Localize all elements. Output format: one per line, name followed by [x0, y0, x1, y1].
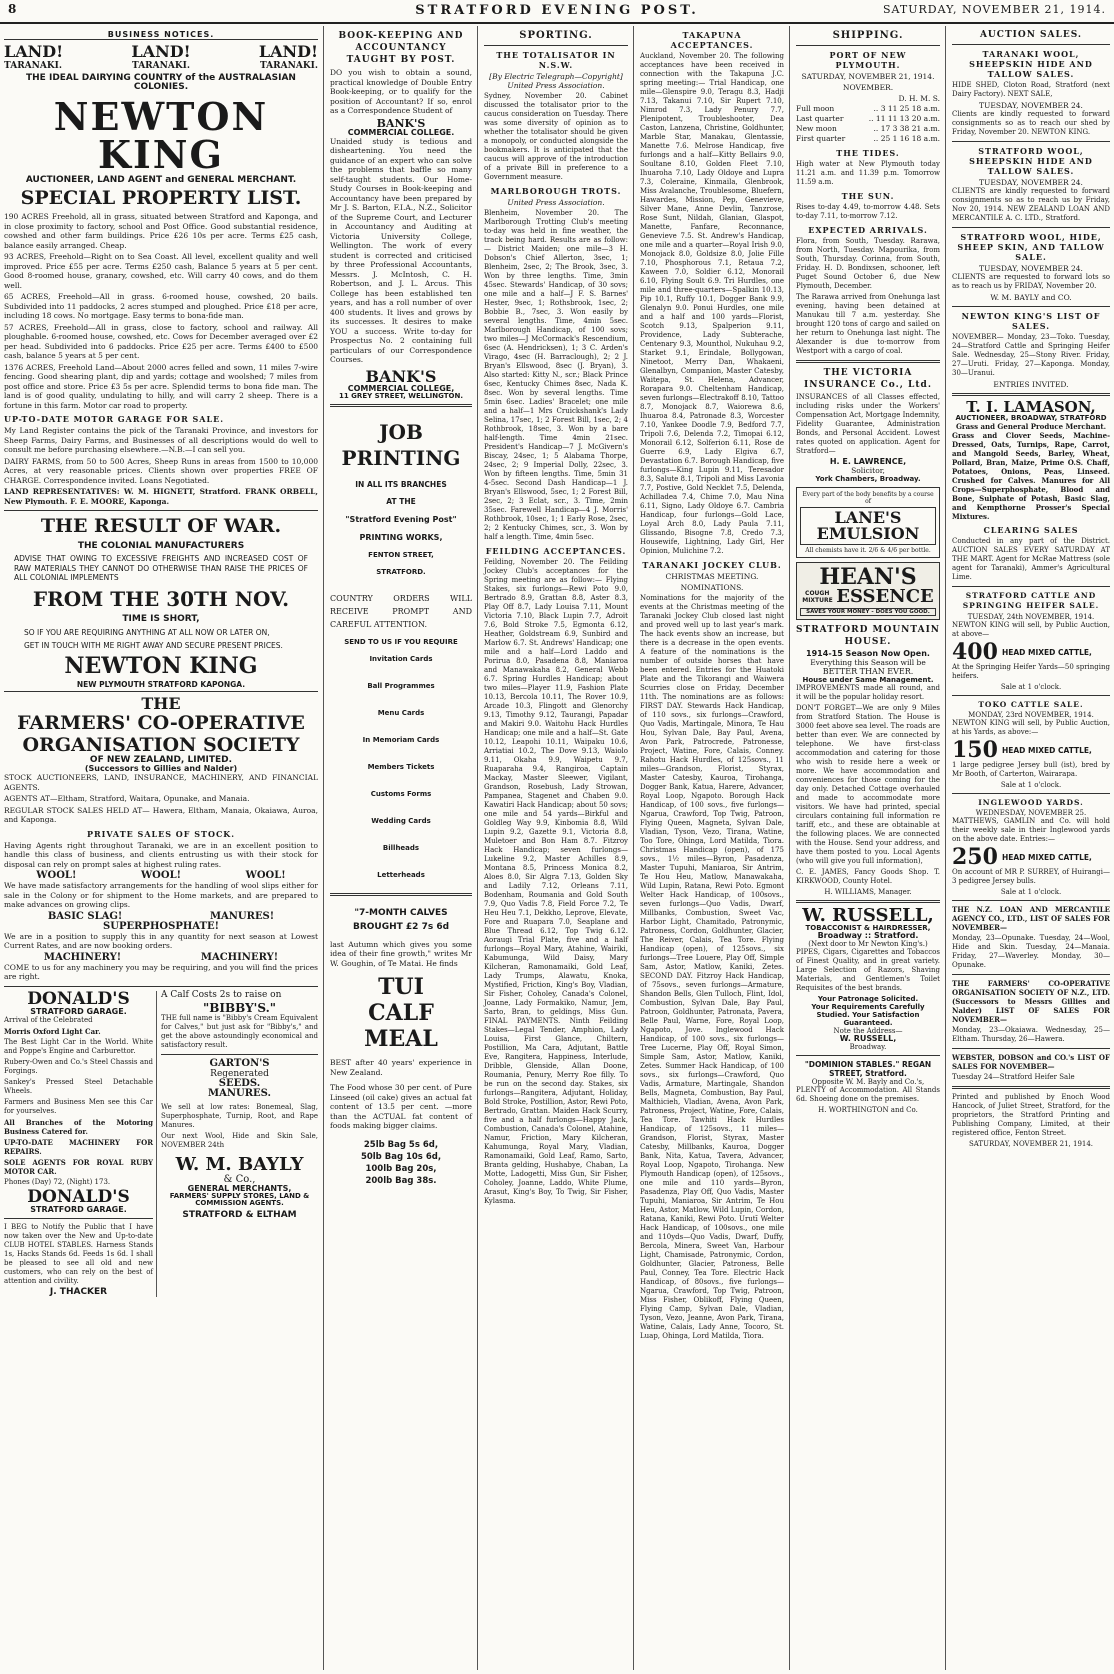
superphosphate-heading: SUPERPHOSPHATE!: [103, 920, 219, 932]
machinery-word: MACHINERY!: [43, 951, 122, 963]
divider: [330, 404, 472, 407]
branch-towns: NEW PLYMOUTH STRATFORD KAPONGA.: [4, 681, 318, 693]
saves-money: SAVES YOUR MONEY - DOES YOU GOOD.: [800, 608, 936, 616]
send-to-us: SEND TO US IF YOU REQUIRE: [344, 637, 458, 646]
wool-sales-heading: TARANAKI WOOL, SHEEPSKIN HIDE AND TALLOW SALES.: [969, 49, 1093, 79]
marlborough-heading: MARLBOROUGH TROTS.: [490, 186, 622, 196]
mixed-cattle: HEAD MIXED CATTLE,: [1001, 745, 1092, 755]
divider: [952, 900, 1110, 901]
at-the: AT THE: [386, 497, 416, 506]
christmas-meeting: CHRISTMAS MEETING.: [665, 572, 759, 581]
divider: [952, 44, 1110, 45]
arrival-text: Arrival of the Celebrated: [4, 1015, 93, 1024]
nz-loan-list: Monday, 23—Opunake. Tuesday, 24—Wool, Hide and Skin. Tuesday, 24—Manaia. Friday, 27—Waverley. Monday, 30—Opunake.: [952, 934, 1110, 969]
lane-top: Every part of the body benefits by a course of: [802, 491, 934, 505]
calf-costs: A Calf Costs 2s to raise on: [161, 989, 282, 1000]
banks-title: BANK'S: [376, 116, 426, 130]
post-name: "Stratford Evening Post": [345, 514, 457, 524]
supply-stores: FARMERS' SUPPLY STORES, LAND & COMMISSION AGENTS.: [169, 1191, 310, 1207]
property-listing: 57 ACRES, Freehold—All in grass, close to factory, school and railway. All ploughable. 6-roomed house, cowshed, etc. Cows for December averaged over £2 per head. Subdivided into 6 paddocks. Price £25 per acre. Terms £400 to £500 cash, balance 5 years at 5 per cent.: [4, 322, 318, 360]
takapuna-heading: TAKAPUNA ACCEPTANCES.: [670, 30, 754, 50]
dominion-stables: "DOMINION STABLES." REGAN STREET, Stratford.: [804, 1060, 932, 1078]
webster-heading: WEBSTER, DOBSON and CO.'s LIST OF SALES FOR NOVEMBER—: [952, 1053, 1110, 1071]
webster-list: Tuesday 24—Stratford Heifer Sale: [952, 1073, 1075, 1081]
column-rule: [323, 26, 324, 1670]
russell-address: Broadway :: Stratford.: [817, 931, 919, 940]
masthead: [0, 0, 1114, 24]
bayly-location: STRATFORD & ELTHAM: [182, 1209, 297, 1220]
divider: [952, 227, 1110, 228]
the-word: THE: [141, 694, 181, 713]
divider: [161, 1054, 318, 1055]
manures-word: MANURES!: [209, 910, 275, 922]
divider: [796, 1055, 940, 1056]
sporting-heading: SPORTING.: [519, 30, 593, 41]
mixed-cattle: HEAD MIXED CATTLE,: [1001, 852, 1092, 862]
column-shipping: [792, 26, 944, 1670]
auctioneer-line: AUCTIONEER, LAND AGENT and GENERAL MERCHANT.: [25, 175, 297, 185]
lamason-sub: AUCTIONEER, BROADWAY, STRATFORD: [955, 414, 1107, 422]
basic-slag-word: BASIC SLAG!: [47, 910, 123, 922]
next-sale-text: Our next Wool, Hide and Skin Sale, NOVEMBER 24th: [161, 1131, 318, 1149]
feilding-heading: FEILDING ACCEPTANCES.: [485, 546, 627, 556]
column-rule: [477, 26, 478, 1670]
column-bankss-college: [326, 26, 476, 1670]
job-printing-title: JOB PRINTING: [341, 419, 461, 470]
bayly-co: & Co.,: [223, 1173, 256, 1185]
printing-item: Ball Programmes: [367, 681, 435, 690]
wool-text: We have made satisfactory arrangements for the handling of wool slips either for sale in the Colony or for shipment to the Home markets, and are prepared to make advances on growing clips.: [4, 881, 318, 909]
springing-heifers: At the Springing Heifer Yards—50 springing heifers.: [952, 663, 1110, 680]
jersey-bull: 1 large pedigree Jersey bull (ist), bred by Mr Booth, of Carterton, Wairarapa.: [952, 761, 1110, 778]
land-word: LAND!: [258, 42, 318, 61]
shipping-date: SATURDAY, NOVEMBER 21, 1914.: [801, 72, 935, 81]
marlborough-results: Blenheim, November 20. The Marlborough Trotting Club's meeting to-day was held in fine weather, the track being hard. Results are as follow:— District Maiden; one mile—3 H. Dobson's Chief Allerton, 3sec, 1; Blenheim, 2sec, 2; The Brook, 3sec, 3. Won by three lengths. Time, 3min 45sec. Stewards' Handicap, of 30 sovs; one mile and a half—J F. S. Barnes' Hester, 9sec, 1; Rothsbrook, 1sec, 2; Bobbie B., 7sec, 3. Won easily by several lengths. Time, 4min 5sec. Marlborough Handicap, of 100 sovs; two miles—J McCormack's Rescendium, 6sec (A. Hendricksen), 1; 3 C. Arden's Virago, 4sec (H. Barraclough), 2; 2 J. Bryan's Ellswood, 8sec (J. Bryan), 3. Also started: Kitty N., scr.; Black Prince 6sec, Kentucky Chimes 8sec, Nada K. 8sec. Won by several lengths. Time 5min 6sec. Ladies' Bracelet; one mile and a half—1 Mrs Cruickshank's Lady Selina, 17sec, 1; 2 Forest Bill, 1sec, 2; 4 Rothbrook, 18sec, 3. Won by a bare half-length. Time 4min 21sec. President's Handicap—7 J. McGivern's Biscay, 24sec, 1; 5 Alabama Thorpe, 24sec, 2; 9 Imperial Dolly, 22sec, 3. Won by fifteen lengths. Time, 5min 31 4-5sec. Second Dash Handicap—1 J. Bryan's Ellswood, 5sec, 1; 2 Forest Bill, 2sec, 2; 3 Eclat, scr., 3. Time, 2min 35sec. Farewell Handicap—4 J. Morris' Rothbrook, 10sec, 1; 1 Early Rose, 2sec, 2; 2 Kentucky Chimes, scr., 3. Won by half a length. Time, 4min 5sec.: [484, 209, 628, 541]
column-newton-king: [0, 26, 322, 1670]
bayly-signature: W. M. BAYLY and CO.: [990, 293, 1072, 302]
issue-date: SATURDAY, NOVEMBER 21, 1914.: [883, 3, 1106, 16]
printing-item: Wedding Cards: [371, 816, 431, 825]
garage-title: STRATFORD GARAGE.: [30, 1006, 127, 1016]
lawrence-name: H. E. LAWRENCE,: [829, 457, 907, 466]
wool-heading: [4, 871, 318, 881]
sole-agents: SOLE AGENTS FOR ROYAL RUBY MOTOR CAR.: [4, 1157, 154, 1176]
moon-row: [796, 134, 940, 144]
victoria-insurance-heading: THE VICTORIA INSURANCE Co., Ltd.: [804, 368, 932, 390]
phones: Phones (Day) 72, (Night) 173.: [4, 1177, 111, 1186]
farmers-society-title: FARMERS' CO-OPERATIVE ORGANISATION SOCIETY: [17, 712, 305, 756]
bibbys-title: "BIBBY'S.": [203, 1000, 277, 1015]
manures-word: MANURES.: [208, 1087, 271, 1099]
clients-note: Clients are kindly requested to forward consignments so as to reach our shed by Friday, November 20. NEWTON KING.: [952, 110, 1110, 136]
improvements-text: IMPROVEMENTS made all round, and it will be the popular holiday resort.: [796, 684, 940, 701]
taranaki-jockey-heading: TARANAKI JOCKEY CLUB.: [642, 560, 782, 570]
moon-row: [796, 104, 940, 114]
colonial-manufacturers: THE COLONIAL MANUFACTURERS: [77, 541, 245, 551]
property-listing: 65 ACRES, Freehold—All in grass. 6-roomed house, cowshed, 20 bails. Subdivided into 11 paddocks, 2 acres stumped and ploughed. Price £18 per acre, including 18 cows. No mortgage. Easy terms to bona-fide man.: [4, 292, 318, 320]
sale-date: TUESDAY, NOVEMBER 24.: [979, 264, 1083, 273]
russell-signature: W. RUSSELL,: [839, 1034, 897, 1043]
dairy-farms-note: DAIRY FARMS, from 50 to 500 Acres, Sheep Runs in areas from 1500 to 10,000 Acres, at very reasonable prices. Clients shown over properties FREE OF CHARGE. Correspondence invited. Loans Negotiated.: [4, 456, 318, 485]
cough-mixture: COUGH MIXTURE: [802, 590, 833, 604]
season-open: 1914-15 Season Now Open.: [806, 649, 930, 658]
newspaper-title: STRATFORD EVENING POST.: [415, 3, 699, 18]
head-count-row: [952, 641, 1110, 663]
column-rule: [633, 26, 634, 1670]
hide-sheepskin-heading: STRATFORD WOOL, HIDE, SHEEP SKIN, AND TALLOW SALE.: [957, 232, 1105, 262]
machinery-text: COME to us for any machinery you may be requiring, and you will find the prices are right.: [4, 962, 318, 981]
country-orders: COUNTRY ORDERS WILL RECEIVE PROMPT AND CAREFUL ATTENTION.: [330, 593, 472, 629]
tui-food-text: The Food whose 30 per cent. of Pure Linseed (oil cake) gives an actual fat content of 13.5 per cent. —more than the ACTUAL fat content of foods making bigger claims.: [330, 1083, 472, 1130]
banks-title: BANK'S: [365, 366, 437, 386]
calves-text: last Autumn which gives you some idea of their fine growth," writes Mr W. Goughin, of Te Matai. He finds: [330, 939, 472, 968]
byline: [By Electric Telegraph—Copyright] United Press Association.: [489, 72, 623, 90]
divider: [952, 793, 1110, 794]
russell-title: W. RUSSELL,: [802, 905, 934, 926]
heans-essence-ad: [796, 562, 940, 620]
newton-king-title: NEWTON KING: [53, 94, 269, 177]
arrivals-text: Flora, from South, Tuesday. Rarawa, from North, Tuesday. Mapourika, from South, Thursday. Corinna, from South, Friday. H. D. Bondixsen, schooner, left Puget Sound October 6, due New Plymouth, December.: [796, 237, 940, 290]
moon-row: [796, 114, 940, 124]
best-car-text: The Best Light Car in the World. White and Poppe's Engine and Carburettor.: [4, 1037, 154, 1055]
lower-ads-row: [4, 988, 318, 1297]
imprint-date: SATURDAY, NOVEMBER 21, 1914.: [968, 1140, 1094, 1148]
college-title: COMMERCIAL COLLEGE,: [347, 383, 455, 393]
printing-item: Invitation Cards: [369, 654, 433, 663]
moon-phase: First quarter: [796, 134, 846, 143]
newton-king-signature: NEWTON KING: [64, 652, 258, 679]
sale-time: Sale at 1 o'clock.: [1000, 781, 1062, 789]
taranaki-word: TARANAKI.: [4, 61, 63, 71]
everything-text: Everything this Season will be: [810, 658, 926, 667]
thacker-signature: J. THACKER: [49, 1286, 108, 1297]
month-heading: NOVEMBER.: [842, 83, 894, 92]
clearing-sales-heading: CLEARING SALES: [983, 525, 1079, 535]
moon-phase: Last quarter: [796, 114, 844, 123]
sale-time: Sale at 1 o'clock.: [1000, 683, 1062, 691]
taranaki-word: TARANAKI.: [131, 61, 191, 71]
patronage-text: Your Patronage Solicited.: [817, 995, 919, 1003]
column-sporting: [480, 26, 632, 1670]
lamason-title: T. I. LAMASON,: [966, 398, 1096, 416]
printing-item: Menu Cards: [377, 708, 425, 717]
moon-time: .. 17 3 38 21 a.m.: [873, 124, 940, 133]
tobacconist-line: TOBACCONIST & HAIRDRESSER,: [805, 924, 931, 932]
all-branches: IN ALL ITS BRANCHES: [355, 479, 447, 489]
divider: [330, 893, 472, 896]
donalds-title: DONALD'S: [27, 988, 130, 1009]
divider: [952, 393, 1110, 396]
head-count: 400: [952, 639, 998, 665]
section-heading: BUSINESS NOTICES.: [4, 30, 318, 40]
tides-text: High water at New Plymouth today 11.21 a.m. and 11.39 p.m. Tomorrow 11.59 a.m.: [796, 160, 940, 186]
printing-item: Members Tickets: [367, 762, 435, 771]
heans-title: HEAN'S: [819, 564, 917, 590]
college-title: COMMERCIAL COLLEGE.: [347, 127, 455, 137]
divider: [952, 306, 1110, 307]
requiring-text: SO IF YOU ARE REQUIRING ANYTHING AT ALL NOW OR LATER ON,: [24, 627, 270, 637]
column-auction-sales: [948, 26, 1114, 1670]
moon-phase: New moon: [796, 124, 837, 133]
seeds-word: SEEDS.: [218, 1077, 261, 1089]
moon-time: .. 25 1 16 18 a.m.: [873, 134, 940, 143]
moon-time: .. 3 11 25 18 a.m.: [873, 104, 940, 113]
land-word: LAND!: [4, 42, 64, 61]
wool-word: WOOL!: [140, 870, 182, 881]
private-sales-heading: PRIVATE SALES OF STOCK.: [86, 828, 236, 839]
local-agents: C. E. JAMES, Fancy Goods Shop. T. KIRKWOOD, County Hotel.: [796, 868, 940, 885]
clients-note: CLIENTS are kindly requested to forward consignments so as to reach us by Friday, Nov 20, 1914. NEW ZEALAND LOAN AND MERCANTILE A. C. LTD., Stratford.: [952, 187, 1110, 222]
column-rule: [789, 26, 790, 1670]
divider: [952, 974, 1110, 975]
stables-notice: I BEG to Notify the Public that I have now taken over the New and Up-to-date CLUB HOTEL STABLES. Harness Stands 1s, Hacks Stands 6d. Feeds 1s 6d. I shall be pleased to see all old and new customers, who can rely on the best of attention and civility.: [4, 1222, 154, 1285]
taranaki-banner: [4, 61, 318, 71]
gartons-title: GARTON'S: [209, 1057, 270, 1069]
price-line: 200lb Bag 38s.: [365, 1175, 437, 1186]
toko-sale-heading: TOKO CATTLE SALE.: [978, 700, 1084, 709]
cattle-sale-text: NEWTON KING will sell, by Public Auction, at above—: [952, 621, 1110, 638]
totalisator-heading: THE TOTALISATOR IN N.S.W.: [496, 50, 616, 70]
price-line: 25lb Bag 5s 6d,: [363, 1139, 439, 1150]
sale-date: TUESDAY, NOVEMBER 24.: [979, 101, 1083, 110]
better-than-ever: BETTER THAN EVER.: [822, 667, 914, 676]
york-chambers: York Chambers, Broadway.: [815, 475, 921, 483]
donalds-title: DONALD'S: [27, 1186, 130, 1207]
toko-sale-text: NEWTON KING will sell, by Public Auction, at his Yards, as above:—: [952, 719, 1110, 736]
column-takapuna: [636, 26, 788, 1670]
plenty-text: PLENTY of Accommodation. All Stands 6d. Shoeing done on the premises.: [796, 1086, 940, 1103]
opposite-text: Opposite W. M. Bayly and Co.'s,: [811, 1078, 925, 1086]
port-heading: PORT OF NEW PLYMOUTH.: [829, 50, 907, 70]
land-banner: [4, 42, 318, 61]
divider: [4, 1218, 153, 1219]
inglewood-heading: INGLEWOOD YARDS.: [978, 798, 1084, 807]
machinery-word: MACHINERY!: [200, 951, 279, 963]
fenton-street: FENTON STREET,: [368, 550, 434, 559]
donalds-ad: [4, 988, 157, 1297]
result-of-war-heading: THE RESULT OF WAR.: [40, 515, 282, 537]
divider: [952, 586, 1110, 587]
moon-row: [796, 124, 940, 134]
sale-date: TUESDAY, NOVEMBER 24.: [979, 178, 1083, 187]
garage-title: STRATFORD GARAGE.: [30, 1204, 127, 1214]
moon-table-head: D. H. M. S.: [898, 94, 940, 103]
page-number: 8: [8, 2, 17, 16]
lanes-emulsion-ad: [796, 487, 940, 558]
stratford-wool-heading: STRATFORD WOOL, SHEEPSKIN HIDE AND TALLOW SALES.: [969, 146, 1093, 176]
sale-date: TUESDAY, 24th NOVEMBER, 1914.: [967, 613, 1095, 621]
bookkeeping-heading: BOOK-KEEPING AND ACCOUNTANCY TAUGHT BY POST.: [338, 31, 464, 65]
divider: [952, 695, 1110, 696]
divider: [952, 141, 1110, 142]
moon-phase: Full moon: [796, 104, 835, 113]
branches-text: All Branches of the Motoring Business Catered for.: [4, 1117, 154, 1136]
newton-king-sales-heading: NEWTON KING'S LIST OF SALES.: [961, 311, 1101, 331]
heans-row: [800, 588, 936, 606]
divider: [796, 45, 940, 46]
sankey-text: Sankey's Pressed Steel Detachable Wheels.: [4, 1077, 154, 1095]
machinery-heading: [4, 953, 318, 963]
special-property-heading: SPECIAL PROPERTY LIST.: [20, 187, 302, 209]
successors-note: (Successors to Gillies and Nalder): [84, 764, 238, 773]
pipes-text: PIPES, Cigars, Cigarettes and Tobaccos of Finest Quality, and in great variety. Large Selection of Razors, Shaving Materials, and Gentlemen's Toilet Requisites of the best brands.: [796, 948, 940, 992]
private-sales-text: Having Agents right throughout Taranaki, we are in an excellent position to handle this class of business, and clients entrusting us with their stock for disposal can rely on prompt sales at highest ruling rates.: [4, 840, 318, 869]
arrivals-heading: EXPECTED ARRIVALS.: [808, 225, 928, 235]
bibbys-ad: [161, 991, 318, 1297]
agents-at: AGENTS AT—Eltham, Stratford, Waitara, Opunake, and Manaia.: [4, 794, 250, 803]
note-address: Note the Address—: [833, 1027, 903, 1035]
auction-sales-heading: AUCTION SALES.: [979, 30, 1083, 40]
farmers-coop-list: Monday, 23—Okaiawa. Wednesday, 25—Eltham. Thursday, 26—Hawera.: [952, 1026, 1110, 1043]
printing-items: [330, 646, 472, 889]
price-line: 50lb Bag 10s 6d,: [360, 1151, 442, 1162]
requirements-text: Your Requirements Carefully Studied. Your Satisfaction Guaranteed.: [811, 1003, 925, 1027]
arrivals-note: The Rarawa arrived from Onehunga last evening, having been detained at Manukau till 7 a.m. yesterday. She brought 120 tons of cargo and sailed on her return to Onehunga last night. The Alexander is due to-morrow from Westport with a cargo of coal.: [796, 293, 940, 355]
seeds-list: Grass and Clover Seeds, Machine-Dressed, Oats, Turnips, Rape, Carrot, and Mangold Seeds, Barley, Wheat, Pollard, Bran, Maize, Prime O.S. Chaff, Potatoes, Onions, Peas, Linseed. Crushed for Calves. Manures for All Crops—Superphosphate, Blood and Bone, Sulphate of Potash, Basic Slag, and Kempthorne Prosser's Special Mixtures.: [952, 431, 1110, 521]
advise-text: ADVISE THAT OWING TO EXCESSIVE FREIGHTS AND INCREASED COST OF RAW MATERIALS THEY CANNOT DO OTHERWISE THAN RAISE THE PRICES OF ALL COLONIAL IMPLEMENTS: [14, 554, 308, 582]
farmers-see-text: Farmers and Business Men see this Car for yourselves.: [4, 1097, 154, 1115]
solicitor-word: Solicitor,: [851, 466, 885, 475]
column-rule: [945, 26, 946, 1670]
garage-sale: UP-TO-DATE MOTOR GARAGE FOR SALE.: [4, 414, 224, 424]
head-count: 250: [952, 844, 998, 870]
shipping-heading: SHIPPING.: [832, 30, 904, 41]
regenerated-word: Regenerated: [210, 1068, 269, 1079]
worthington-signature: H. WORTHINGTON and Co.: [818, 1106, 918, 1114]
sun-text: Rises to-day 4.49, to-morrow 4.48. Sets to-day 7.11, to-morrow 7.12.: [796, 203, 940, 220]
byline: United Press Association.: [507, 198, 605, 207]
property-listing: 93 ACRES, Freehold—Right on to Sea Coast. All level, excellent quality and well improved. Price £55 per acre. Terms £250 cash, Balance 5 years at 5 per cent. Good 8-roomed house, granary, cowshed, etc. Will carry 40 cows, and do them well.: [4, 252, 318, 290]
rubery-text: Rubery-Owen and Co.'s Steel Chassis and Forgings.: [4, 1057, 154, 1075]
tides-heading: THE TIDES.: [836, 148, 900, 158]
feilding-acceptances: Feilding, November 20. The Feilding Jockey Club's acceptances for the Spring meeting are as follow:— Flying Stakes, six furlongs—Rewi Poto 9.0, Bertrado 8.9, Grattan 8.8, Aster 8.3, Play Off 8.7, Lady Louisa 7.11, Mount Victoria 7.10, Black Lupin 7.7, Adroit 7.6, Bold Stroke 7.5, Egmonta 6.12, Heather, Goldstream 6.9, Sunbird and Marlow 6.7. St. Andrews' Handicap; one mile and a half—Lord Laddo and Porirua 8.0, Pasadena 8.8, Maniaroa and Manawakaha 8.2, General Webb 6.7. Spring Hurdles Handicap; about two miles—Player 11.9, Fashion Plate 10.13, Bercola 10.11, The Rover 10.9, Arcade 10.3, Flingott and Glenorchy 9.13, Timothy 9.12, Taurangi, Papadar and Makiri 9.0. Waitohu Hack Hurdles Handicap; one mile and a half—St. Gate 10.12, Leapohi 10.11, Waipaku 10.6, Arriatiai 10.2, The Dove 9.13, Waiolo 9.11, Okaha 9.9, Waipetu 9.7, Ruaparaha 9.4, Rangiroa, Captain Mackay, Master Sleewer, Vigilant, Grandson, Rosebush, Lady Strowan, Pampanea, Stagenet and Chaben 9.0. Kawatiri Hack Handicap; about 50 sovs; one mile and 54 yards—Birkful and Goldleg Way 9.9, Kinbomia 8.8, Wild Lupin 9.2, Gazette 9.1, Victoria 8.8, Muletoer and Bon Ham 8.7. Fitzroy Hack Handicap; seven furlongs—Lukeline 9.2, Master Achilles 8.9, Montana 8.5, Princess Monica 8.2, Aloes 8.0, Sir Algra 7.13, Golden Sky and Ladily 7.12, Orleans 7.11, Bodenham, Roumania and Gold South 7.9, Quo Vadis 7.8, Field Force 7.2, Te Heu Heu 7.1, Dekkho, Leprove, Elevate, Fore and Ruapara 7.0, Seaplane and Blue Thread 6.12, Top Twig 6.12. Aoraugi Trial Plate, five and a half furlongs—Royal Mary, Atahine, Wairiki, Kabumunga, Wild Daisy, Mary Kilcheran, Ramonamaiki, Gold Leaf, Lady Trumps, Alawatu, Knoka, Mystified, Friction, King's Boy, Vladian, Sir Fisher, Coholey, Canada's Colonel, Joanne, Lady Formakiko, Namur, Jem, Sarto, Bran, to geldings, Miss Gun. FINAL PAYMENTS. Ninth Feilding Stakes—Legal Tender, Amphion, Lady Louisa, First Glance, Chiltern, Postillion, Ma Cara, Adjutant, Battle Eve, Rangitera, Happiness, Interlude, Dribble, Glenside, Allan Doone, Roumania, Penury, Merry Roe filly. To be run on the second day. Stakes, six furlongs—Rangitera, Adjutant, Holiday, Bold Stroke, Postillion, Astor, Rewi Poto, Bertrado, Grattan. Maiden Hack Scurry, five and a half furlongs—Happy Jack, Combustion, Canada's Colonel, Atahine, Namur, Friction, Mary Kilcheran, Kahumunga, Royal Mary, Vladian, Ramonamaiki, Gold Leaf, Ramo, Sarto, Branta gelding, Hushabye, Chaban, La Motte, Ladogetti, Miss Gun, Sir Fisher, Coholey, Joanne, Laddo, White Plume, Arasut, King's Boy, To Twig, Sir Fisher, Kylasma.: [484, 558, 628, 1205]
touch-text: GET IN TOUCH WITH ME RIGHT AWAY AND SECURE PRESENT PRICES.: [24, 641, 283, 650]
next-door: (Next door to Mr Newton King's.): [808, 940, 928, 948]
divider: [4, 986, 318, 987]
sun-heading: THE SUN.: [841, 191, 895, 201]
same-management: House under Same Management.: [802, 676, 934, 684]
clearing-sales-text: Conducted in any part of the District. AUCTION SALES EVERY SATURDAY AT THE MART. Agent for McRae Mattress (sole agent for Taranaki), Ammer's Agricultural Lime.: [952, 537, 1110, 581]
newton-king-sales-list: NOVEMBER— Monday, 23—Toko. Tuesday, 24—Stratford Cattle and Springing Heifer Sale. Wednesday, 25—Stony River. Friday, 27—Uruti. Friday, 27—Kaponga. Monday, 30—Uranui.: [952, 333, 1110, 377]
head-count-row: [952, 846, 1110, 868]
property-listing: 1376 ACRES, Freehold Land—About 2000 acres felled and sown, 11 miles 7-wire fencing. Good shearing plant, dip and yards; cottage and woolshed; 7 miles from post office and store. Price £3 5s per acre. Splendid terms to bona fide man. The land is of good quality, undulating to hilly, and will carry 2 sheep. There is a fortune in this farm. Motor car road to property.: [4, 362, 318, 410]
wool-word: WOOL!: [36, 870, 77, 881]
college-text: Unaided study is tedious and disheartening. You need the guidance of an expert who can solve the problems that baffle so many self-taught students. Our Home-Study Courses in Book-keeping and Accountancy have been prepared by Mr J. S. Barton, F.I.A., N.Z., Solicitor of the Supreme Court, and Lecturer in Accountancy and Auditing at Victoria University College, Wellington. The work of every student is corrected and criticised by three Professional Accountants, Messrs. J. McIntosh, C. H. Robertson, and J. L. Arcus. This College has been established ten years, and has a roll number of over 400 students. It lives and grows by its successes. It desires to make YOU a success. Write to-day for Prospectus No. 2 containing full particulars of our Correspondence Courses.: [330, 136, 472, 364]
land-representatives: LAND REPRESENTATIVES: W. M. HIGNETT, Stratford. FRANK ORBELL, New Plymouth. F. E. MOORE, Kaponga.: [4, 487, 318, 506]
morris-car: Morris Oxford Light Car.: [4, 1026, 101, 1036]
head-count: 150: [952, 737, 998, 763]
produce-merchant: Grass and General Produce Merchant.: [955, 422, 1107, 431]
regular-sales: REGULAR STOCK SALES HELD AT— Hawera, Eltham, Manaia, Okaiawa, Auroa, and Kaponga.: [4, 805, 318, 824]
superphosphate-text: We are in a position to supply this in any quantity for next season at Lowest Current Rates, and are now booking orders.: [4, 931, 318, 950]
wool-word: WOOL!: [245, 870, 286, 881]
tui-word: TUI: [378, 974, 424, 1000]
cattle-sale-heading: STRATFORD CATTLE AND SPRINGING HEIFER SALE.: [962, 591, 1100, 610]
from-date-heading: FROM THE 30TH NOV.: [32, 586, 290, 611]
printing-item: In Memoriam Cards: [362, 735, 440, 744]
nominations-heading: NOMINATIONS.: [680, 583, 744, 592]
stock-agents: STOCK AUCTIONEERS, LAND, INSURANCE, MACHINERY, AND FINANCIAL AGENTS.: [4, 773, 318, 792]
divider: [952, 1086, 1110, 1089]
meal-word: MEAL: [364, 1026, 438, 1052]
divider: [796, 360, 940, 363]
sale-time: Sale at 1 o'clock.: [1000, 888, 1062, 896]
dont-forget-text: DON'T FORGET—We are only 9 Miles from Stratford Station. The House is 3000 feet above sea level. The roads are better than ever. We are connected by telephone. We have first-class accommodation and catering for those who wish to reside here a week or more. We have accommodation and conveniences for those coming for the day only. Detached Cottage overhauled and made to accommodate more visitors. We have had printed, special circulars containing full information re tariff, etc., and these are obtainable at the following places. We are connected with the House. Send your address, and have them posted to you. Local Agents (who will give you full information),: [796, 704, 940, 865]
printing-item: Letterheads: [377, 870, 425, 879]
sale-date: MONDAY, 23rd NOVEMBER, 1914.: [968, 711, 1094, 719]
college-address: 11 GREY STREET, WELLINGTON.: [339, 391, 463, 400]
lane-bottom: All chemists have it. 2/6 & 4/6 per bottle.: [805, 547, 931, 554]
tui-prices: [330, 1139, 472, 1187]
land-word: LAND!: [131, 42, 191, 61]
essence-word: ESSENCE: [836, 586, 934, 607]
surrey-note: On account of MR P. SURREY, of Huirangi— 3 pedigree Jersey bulls.: [952, 868, 1110, 885]
bibbys-text: THE full name is "Bibby's Cream Equivalent for Calves," but just ask for "Bibby's," and get the above astoundingly economical and satisfactory result.: [161, 1013, 318, 1049]
printing-item: Billheads: [382, 843, 420, 852]
farmers-coop-heading: THE FARMERS' CO-OPERATIVE ORGANISATION SOCIETY OF N.Z., LTD. (Successors to Messrs Gillies and Nalder) LIST OF SALES FOR NOVEMBER—: [952, 979, 1110, 1024]
divider: [484, 45, 628, 46]
nz-loan-heading: THE N.Z. LOAN AND MERCANTILE AGENCY CO., LTD., LIST OF SALES FOR NOVEMBER—: [952, 905, 1110, 932]
divider: [4, 510, 318, 511]
basic-slag-heading: [4, 912, 318, 922]
nz-limited: OF NEW ZEALAND, LIMITED.: [89, 755, 233, 765]
totalisator-text: Sydney, November 20. Cabinet discussed the totalisator prior to the caucus consideration on Tuesday. There was some diversity of opinion as to whether the totalisator should be given a monopoly, or conducted alongside the bookmakers. It is anticipated that the caucus will approve of the introduction of a private Bill in preference to a Government measure.: [484, 92, 628, 181]
sale-date: WEDNESDAY, NOVEMBER 25.: [975, 809, 1087, 817]
williams-manager: H. WILLIAMS, Manager.: [824, 888, 912, 896]
moon-table: [796, 94, 940, 144]
imprint: Printed and published by Enoch Wood Hancock, of Juliet Street, Stratford, for the proprietors, the Stratford Printing and Publishing Company, Limited, at their registered office, Fenton Street.: [952, 1093, 1110, 1137]
general-merchants: GENERAL MERCHANTS,: [187, 1183, 292, 1193]
printing-works: PRINTING WORKS,: [359, 532, 443, 542]
property-listing: 190 ACRES Freehold, all in grass, situated between Stratford and Kaponga, and in close proximity to factory, school and Post Office. Good substantial residence, cowshed and other farm buildings. Price £26 10s per acre. Terms £25 cash, balance easily arranged. Cheap.: [4, 212, 318, 250]
register-note: My Land Register contains the pick of the Taranaki Province, and investors for Sheep Farms, Dairy Farms, and Businesses of all descriptions would do well to consult me before purchasing elsewhere.—N.B.—I can sell you.: [4, 426, 318, 454]
calves-heading: "7-MONTH CALVES BROUGHT £2 7s 6d: [352, 907, 450, 932]
tui-best: BEST after 40 years' experience in New Zealand.: [330, 1058, 472, 1077]
russell-broadway: Broadway.: [849, 1043, 887, 1051]
calf-word: CALF: [368, 1000, 434, 1026]
bayly-title: W. M. BAYLY: [175, 1153, 304, 1175]
divider: [796, 900, 940, 903]
price-line: 100lb Bag 20s,: [365, 1163, 437, 1174]
entries-invited: ENTRIES INVITED.: [993, 380, 1069, 389]
lanes-emulsion-title: LANE'S EMULSION: [800, 507, 936, 545]
stratford-town: STRATFORD.: [376, 567, 426, 576]
machinery-repairs: UP-TO-DATE MACHINERY FOR REPAIRS.: [4, 1137, 154, 1156]
time-short: TIME IS SHORT,: [122, 613, 200, 624]
printing-item: Customs Forms: [370, 789, 432, 798]
moon-time: .. 11 11 13 20 a.m.: [868, 114, 940, 123]
mountain-house-heading: STRATFORD MOUNTAIN HOUSE.: [796, 625, 941, 647]
takapuna-acceptances: Auckland, November 20. The following acceptances have been received in connection with the Takapuna J.C. spring meeting:— Trial Handicap, one mile—Glenspire 9.0, Teragu 8.3, Hadji 7.13, Takanui 7.10, Sir Rupert 7.10, Nimrod 7.3, Lady Penury 7.7, Plenipotent, Troubleshooter, Dea Caston, Lanzena, Christine, Goldhunter, Marble Star, Manakau, Glentassie, Manette 7.6. Melrose Handicap, five furlongs and a half—Kitty Bellairs 9.0, Soultane 8.10, Golden Fleet 7.10, Ihuaroha 7.10, Lady Oldoye and Lupra 7.3, Coleraine, Kinmaila, Glenbrook, Miss Avalanche, Troublesome, Bluefern, Hawardes, Mission, Pep, Genevieve, Silver Mane, Anne Devlin, Tanzrose, Rose Sunt, Nildah, Glanian, Glaspot, Manette, Fanfare, Reconnance, Genevieve 7.5. St. Andrew's Handicap, one mile and a quarter—Royal Irish 9.0, Monojack 8.0, Goldsize 8.0, Jolie Fille 7.10, Phosphorous 7.1, Retaua 7.2, Kaween 7.0, Soldier 6.12, Monorail 6.10, Flying Soult 6.9. Tri Hurdles, one mile and three-quarters—Spalkin 10.13, Pip 10.1, Ruffy 10.1, Dogger Bank 9.9, Glenalyn 9.0. Ponui Hurdles, one mile and a half and 100 yards—Florist, Scotch 9.13, Spalperion 9.11, Providence, Lady Subterache, Centenary 9.3, Mounthol, Nukuhau 9.2, Starket 9.1, Erindale, Bollygowan, Ninetoot, Merry Dan, Whakaeni, Glenalbyn, Companion, Master Catesby, Waitepa, St. Helena, Advancer, Rorapara 9.0. Cheltenham Handicap, seven furlongs—Electrakoff 8.10, Tattoo 8.7, Monojack 8.7, Waiorewa 8.6, Ihuaroa 8.4, Patronade 8.3, Worcester 7.10, Yankee Doodle 7.9, Bedford 7.7, Tripoli 7.6, Delenda 7.2, Timopai 6.12, Monorail 6.12, Solferion 6.11, Rose de Guerre 6.9, Lady Elgiva 6.7, Devastation 6.7. Borough Handicap, five furlongs—King Lupin 9.11, Teresador 8.3, Salute 8.1, Tripoli and Miss Lavonia 7.7, Postive, Gold Necklet 7.5, Delenda, Achilladea 7.4, Chime 7.0, Mau Nina 6.11, Signo, Lady Oldoye 6.7. Cambria Handicap, four furlongs—Gold Lace, Loyal Arch 8.0, Lady Paula 7.11, Glissando, Bisogne 7.8, Credo 7.3, Housewife, Lightning, Lady Girl, Her Opinion, Mulichine 7.2.: [640, 52, 784, 555]
inglewood-text: MATTHEWS, GAMLIN and Co. will hold their weekly sale in their Inglewood yards on the above date. Entries:—: [952, 817, 1110, 843]
clients-note: CLIENTS are requested to forward lots so as to reach us by FRIDAY, November 20.: [952, 273, 1110, 290]
divider: [952, 1048, 1110, 1049]
bookkeeping-intro: DO you wish to obtain a sound, practical knowledge of Double Entry Book-keeping, or to qualify for the position of Accountant? If so, enrol as a Correspondence Student of: [330, 68, 472, 115]
head-count-row: [952, 739, 1110, 761]
hide-shed: HIDE SHED, Cloton Road, Stratford (next Dairy Factory). NEXT SALE,: [952, 81, 1110, 98]
ideal-heading: THE IDEAL DAIRYING COUNTRY of the AUSTRALASIAN COLONIES.: [26, 73, 296, 92]
nominations-text: Nominations for the majority of the events at the Christmas meeting of the Taranaki Jockey Club closed last night and proved well up to last year's mark. The hack events show an increase, but there is a decrease in the open events. A feature of the nominations is the number of outside horses that have been entered. Entries for the Huatoki Plate and the Tikorangi and Waiwera Scurries close on Friday, December 11th. The nominations are as follows: FIRST DAY. Stewards Hack Handicap, of 110 sovs., six furlongs—Crawford, Quo Vadis, Martingale, Minora, Te Hau Hou, Sylvan Dale, Bay Paul, Avena, Avon Park, Patrocrede, Patronesse, Project, Watine, Fore, Calais, Conney. Rahotu Hack Hurdles, of 125sovs., 11 miles—Grandson, Florist, Styrax, Master Catesby, Kauroa, Tirohanga, Dogger Bank, Katua, Harere, Advancer, Royal Loop, Ngapoto. Borough Hack Handicap, of 100 sovs., five furlongs—Ngarua, Crawford, Top Twig, Patroon, Flying Queen, Magneta, Sylvan Dale, Vladian, Tyson, Vezo, Tirana, Watine, Too Tore, Ohinga, Lord Matilda, Tiora. Christmas Handicap (open), of 175 sovs., 1½ miles—Byron, Pasadenza, Master Tupuhi, Maniaroa, Sir Antrim, Te Hou Heu, Matlow, Manawakaha, Wild Lupin, Ratana, Rewi Poto. Egmont Welter Hack Handicap, of 100sovs., seven furlongs—Quo Vadis, Dwarf, Millbanks, Combustion, Sweet Vac, Harbor Light, Chamitado, Patronymic, Patroness, Cordon, Goldhunter, Glacier, The Reiver, Calais, Tea Tore. Flying Handicap (open), of 125sovs., six furlongs—Tree Louere, Play Off, Simple Sam, Astor, Matlow, Kaniki, Zetes. SECOND DAY. Fitzroy Hack Handicap, of 75sovs., seven furlongs—Armature, Shandon Bells, Glen Tulloch, Flint, Idol, Combustion, Sylvan Dale, Bay Paul, Patroon, Goldhunter, Patronata, Pavera, Belle Paul, Warne, Fore, Royal Loop, Ngapoto, Jove. Inglewood Hack Handicap, of 100 sovs., six furlongs—Tree Lucerne, Play Off, Royal Simon, Simple Sam, Astor, Matlow, Kaniki, Zetes. Summer Hack Handicap, of 100 sovs., six furlongs—Crawford, Quo Vadis, Armature, Martingale, Shandon Bells, Magneta, Combustion, Bay Paul, Malthicieh, Vladian, Avena, Avon Park, Patroness, Project, Watine, Fore, Calais, Tea Tore. Tawhiti Hack Hurdles Handicap, of 125sovs., 11 miles—Grandson, Florist, Styrax, Master Catesby, Millbanks, Kauroa, Dogger Bank, Nita, Katua, Tavera, Advancer, Royal Loop, Ngapoto, Tirohanga. New Plymouth Handicap (open), of 125sovs., one mile and 110 yards—Byron, Pasadenza, Play Off, Quo Vadis, Master Tupuhi, Maniaroa, Sir Antrim, Te Hou Heu, Astor, Matlow, Wild Lupin, Cordon, Ratana, Kaniki, Rewi Poto. Urutī Welter Hack Handicap, of 100sovs., one mile and 110yds—Quo Vadis, Dwarf, Duffy, Bercola, Minera, Sweet Van, Harbour Light, Chamisade, Patronymic, Cordon, Goldhunter, Glacier, Patroness, Belle Paul, Conney, Tea Tore. Electric Hack Handicap, of 80sovs., five furlongs—Ngarua, Crawford, Top Twig, Patroon, Miss Fisher, Oblikoff, Flying Queen, Flying Camp, Sylvan Dale, Vladian, Tyson, Vezo, Jeanne, Avon Park, Tirana, Watine, Calais, Lady Anne, Tocoro, St. Luap, Ohinga, Lord Matilda, Tiora.: [640, 594, 784, 1340]
rates-text: We sell at low rates: Bonemeal, Slag, Superphosphate, Turnip, Root, and Rape Manures.: [161, 1102, 318, 1129]
mixed-cattle: HEAD MIXED CATTLE,: [1001, 647, 1092, 657]
insurance-text: INSURANCES of all Classes effected, including risks under the Workers' Compensation Act, Mortgage Indemnity, Fidelity Guarantee, Administration Bonds, and Personal Accident. Lowest rates quoted on application. Agent for Stratford—: [796, 393, 940, 455]
taranaki-word: TARANAKI.: [259, 61, 318, 71]
